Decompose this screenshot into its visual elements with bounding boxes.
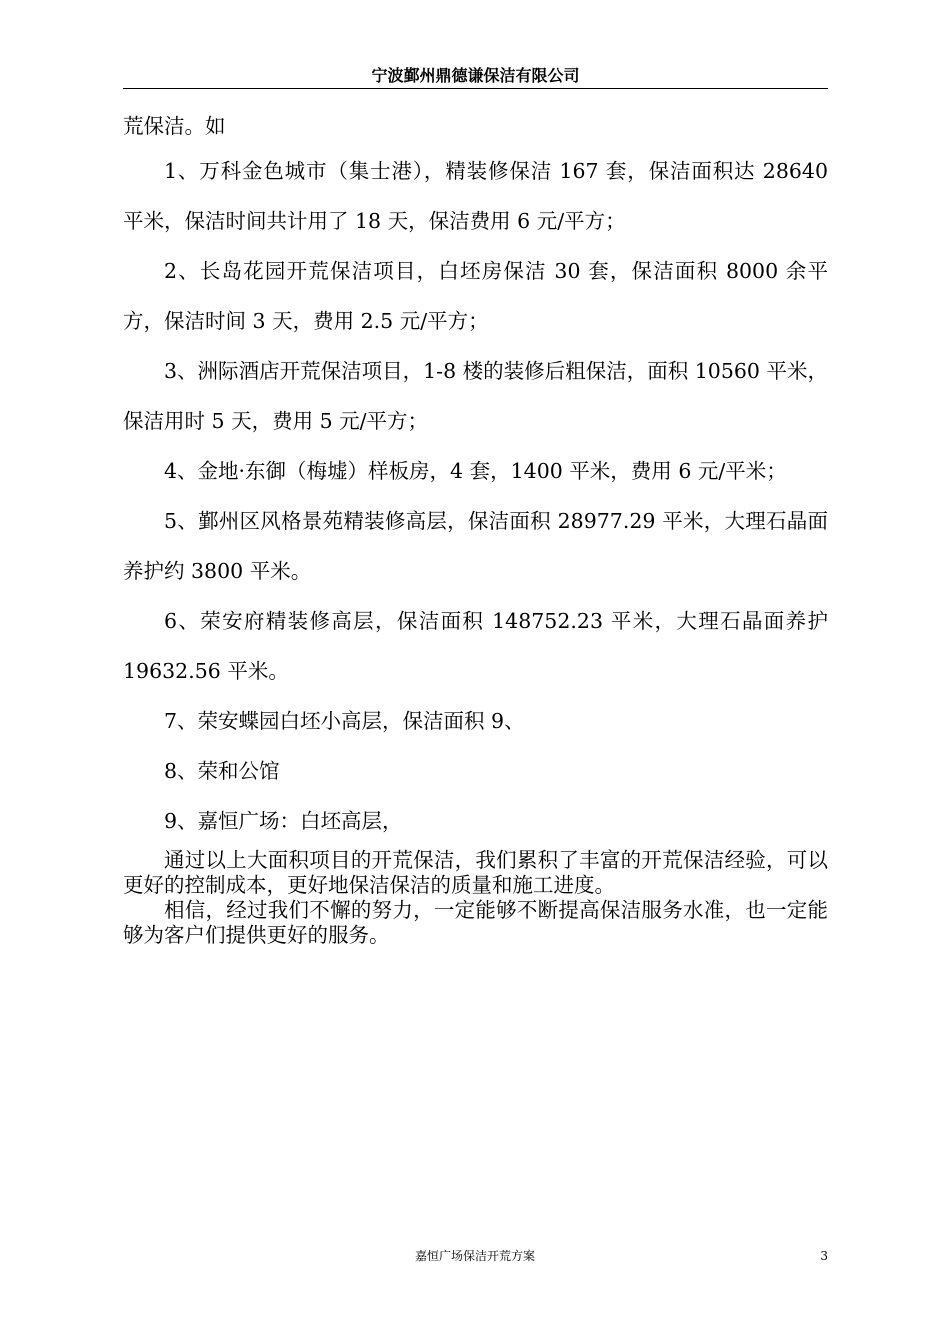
project-item-5: 5、鄞州区风格景苑精装修高层，保洁面积 28977.29 平米，大理石晶面养护约 3800 平米。 [123, 509, 828, 583]
project-item-8: 8、荣和公馆 [164, 759, 280, 783]
project-item-7: 7、荣安蝶园白坯小高层，保洁面积 9、 [164, 709, 525, 733]
closing-paragraph-1: 通过以上大面积项目的开荒保洁，我们累积了丰富的开荒保洁经验，可以更好的控制成本，更好地保洁保洁的质量和施工进度。 [123, 848, 828, 897]
project-item-4: 4、金地·东御（梅墟）样板房，4 套，1400 平米，费用 6 元/平米； [164, 459, 787, 483]
closing-paragraph-2: 相信，经过我们不懈的努力，一定能够不断提高保洁服务水准，也一定能够为客户们提供更好的服务。 [123, 898, 828, 947]
footer-document-title: 嘉恒广场保洁开荒方案 [414, 1249, 535, 1263]
project-item-1: 1、万科金色城市（集士港），精装修保洁 167 套，保洁面积达 28640 平米，保洁时间共计用了 18 天，保洁费用 6 元/平方； [123, 159, 828, 233]
company-name: 宁波鄞州鼎德谦保洁有限公司 [371, 66, 580, 85]
project-item-2: 2、长岛花园开荒保洁项目，白坯房保洁 30 套，保洁面积 8000 余平方，保洁时间 3 天，费用 2.5 元/平方； [123, 259, 828, 333]
project-item-9: 9、嘉恒广场：白坯高层， [164, 809, 403, 833]
page-header [123, 64, 828, 89]
footer-page-number: 3 [820, 1249, 828, 1263]
intro-paragraph: 荒保洁。如 [123, 114, 226, 138]
project-item-3: 3、洲际酒店开荒保洁项目，1-8 楼的装修后粗保洁，面积 10560 平米，保洁用时 5 天，费用 5 元/平方； [123, 359, 828, 433]
page-content [123, 106, 828, 948]
project-item-6: 6、荣安府精装修高层，保洁面积 148752.23 平米，大理石晶面养护 19632.56 平米。 [123, 609, 828, 683]
